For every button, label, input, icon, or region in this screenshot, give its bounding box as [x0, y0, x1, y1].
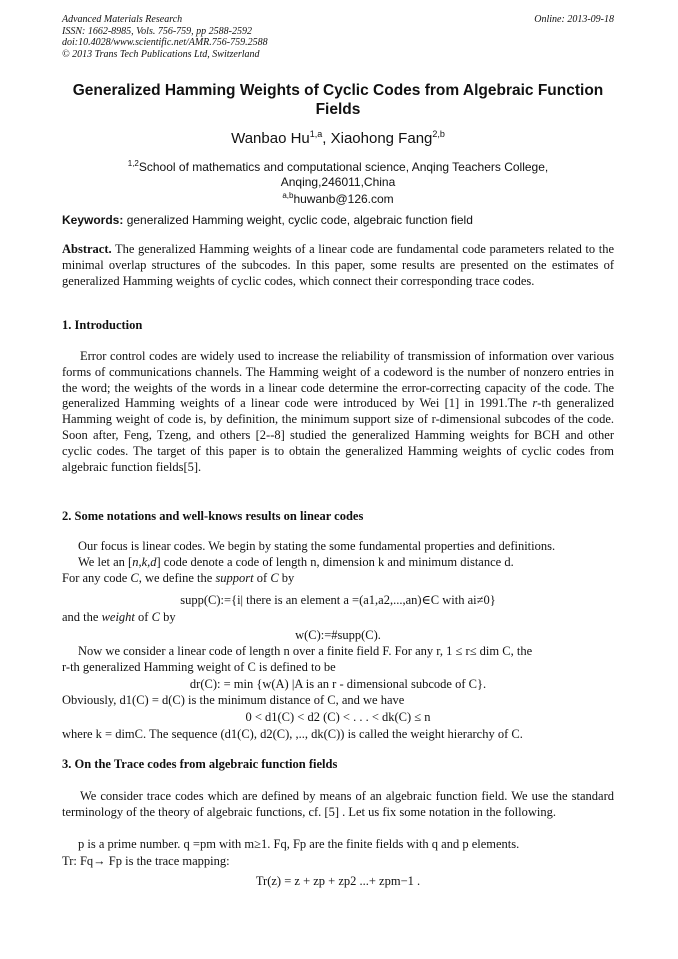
- s2-l3b: C: [130, 571, 139, 585]
- s3-line-3: Tr: Fq→ Fp is the trace mapping:: [62, 854, 230, 868]
- equation-hierarchy: 0 < d1(C) < d2 (C) < . . . < dk(C) ≤ n: [245, 710, 431, 724]
- journal-header: [62, 14, 268, 60]
- s2-l4a: and the: [62, 610, 102, 624]
- s3-line-2: p is a prime number. q =pm with m≥1. Fq, Fp are the finite fields with q and p elements.: [78, 837, 520, 851]
- author-1: Wanbao Hu: [231, 130, 310, 147]
- equation-weight: w(C):=#supp(C).: [295, 628, 381, 642]
- affil-line-1: School of mathematics and computational science, Anqing Teachers College,: [138, 160, 549, 174]
- email: huwanb@126.com: [293, 192, 394, 206]
- equation-trace: Tr(z) = z + zp + zp2 ...+ zpm−1 .: [255, 874, 421, 888]
- affil-sup: 1,2: [127, 159, 139, 168]
- intro-paragraph: [62, 349, 614, 475]
- paper-title: Generalized Hamming Weights of Cyclic Codes from Algebraic Function Fields: [72, 82, 604, 118]
- affil-line-2: Anqing,246011,China: [280, 174, 396, 189]
- email-sup: a,b: [282, 191, 294, 200]
- s2-l2b: n,k,d: [132, 555, 157, 569]
- s2-l3e: of: [253, 571, 271, 585]
- section-1-heading: 1. Introduction: [62, 318, 143, 332]
- online-date: Online: 2013-09-18: [534, 14, 614, 25]
- s2-l2a: We let an [: [78, 555, 133, 569]
- doi: doi:10.4028/www.scientific.net/AMR.756-759.2588: [62, 37, 268, 49]
- s2-line-3: [62, 571, 294, 586]
- s2-line-4: [62, 610, 176, 625]
- s2-l4d: C: [151, 610, 160, 624]
- abstract-text: The generalized Hamming weights of a linear code are fundamental code parameters related to the minimal overlap structures of the subcodes. In this paper, some results are presented on the estimates of generalized Hamming weights of cyclic codes, which connect their corresponding trace codes.: [62, 242, 614, 288]
- section-2-heading: 2. Some notations and well-knows results on linear codes: [62, 509, 364, 523]
- s2-line-1: Our focus is linear codes. We begin by stating the some fundamental properties and definitions.: [78, 539, 556, 553]
- s2-l3a: For any code: [62, 571, 131, 585]
- intro-text-b: -th generalized Hamming weight of code is, by definition, the minimum support size of r-dimensional subcodes of the code. Soon after, Feng, Tzeng, and others [2--8] studied the generalized Hamming weights for BCH and other cyclic codes. The target of this paper is to obtain the generalized Hamming weights of cyclic codes from algebraic function fields[5].: [62, 396, 614, 474]
- keywords-text: generalized Hamming weight, cyclic code, algebraic function field: [123, 213, 473, 227]
- section-3-heading: 3. On the Trace codes from algebraic function fields: [62, 757, 338, 771]
- s2-l2c: ] code denote a code of length n, dimension k and minimum distance d.: [156, 555, 514, 569]
- author-1-affil: 1,a: [309, 129, 323, 139]
- issn: ISSN: 1662-8985, Vols. 756-759, pp 2588-2592: [62, 25, 252, 37]
- equation-support: supp(C):={i| there is an element a =(a1,a2,...,an)∈C with ai≠0}: [180, 593, 496, 607]
- s2-line-7: Obviously, d1(C) = d(C) is the minimum distance of C, and we have: [62, 693, 405, 707]
- author-2: Xiaohong Fang: [330, 130, 433, 147]
- s2-line-8: where k = dimC. The sequence (d1(C), d2(C), ,.., dk(C)) is called the weight hierarchy of C.: [62, 727, 523, 741]
- s2-l4b: weight: [101, 610, 135, 624]
- intro-r: r: [532, 396, 538, 411]
- abstract: [62, 242, 614, 289]
- s2-line-5: Now we consider a linear code of length n over a finite field F. For any r, 1 ≤ r≤ dim C, the: [78, 644, 533, 658]
- keywords: [62, 213, 614, 227]
- s2-l3g: by: [278, 571, 295, 585]
- s3-p1: We consider trace codes which are defined by means of an algebraic function field. We use the standard terminology of the theory of algebraic functions, cf. [5] . Let us fix some notation in the following.: [62, 789, 614, 819]
- equation-dr: dr(C): = min {w(A) |A is an r - dimensional subcode of C}.: [189, 677, 487, 691]
- copyright: © 2013 Trans Tech Publications Ltd, Switzerland: [62, 48, 260, 60]
- s2-l3c: , we define the: [138, 571, 216, 585]
- author-separator: ,: [322, 130, 331, 147]
- s2-l4e: by: [159, 610, 176, 624]
- s2-line-2: [78, 555, 614, 570]
- keywords-label: Keywords:: [62, 213, 124, 227]
- author-2-affil: 2,b: [432, 129, 445, 139]
- intro-text-a: Error control codes are widely used to increase the reliability of transmission of information over various forms of communications channels. The Hamming weight of a codeword is the number of nonzero entries in the word; the weights of the words in a linear code determine the error-correcting capacity of the code. The generalized Hamming weights of a linear code were introduced by Wei [1] in 1991.The: [62, 349, 614, 411]
- s2-l3d: support: [215, 571, 254, 585]
- s2-l3f: C: [270, 571, 279, 585]
- s3-paragraph: [62, 789, 614, 821]
- s2-line-6: r-th generalized Hamming weight of C is defined to be: [62, 660, 336, 674]
- journal-name: Advanced Materials Research: [62, 14, 183, 25]
- s2-l4c: of: [134, 610, 152, 624]
- affiliation: [62, 157, 614, 207]
- abstract-label: Abstract.: [62, 242, 112, 256]
- authors: [62, 129, 614, 147]
